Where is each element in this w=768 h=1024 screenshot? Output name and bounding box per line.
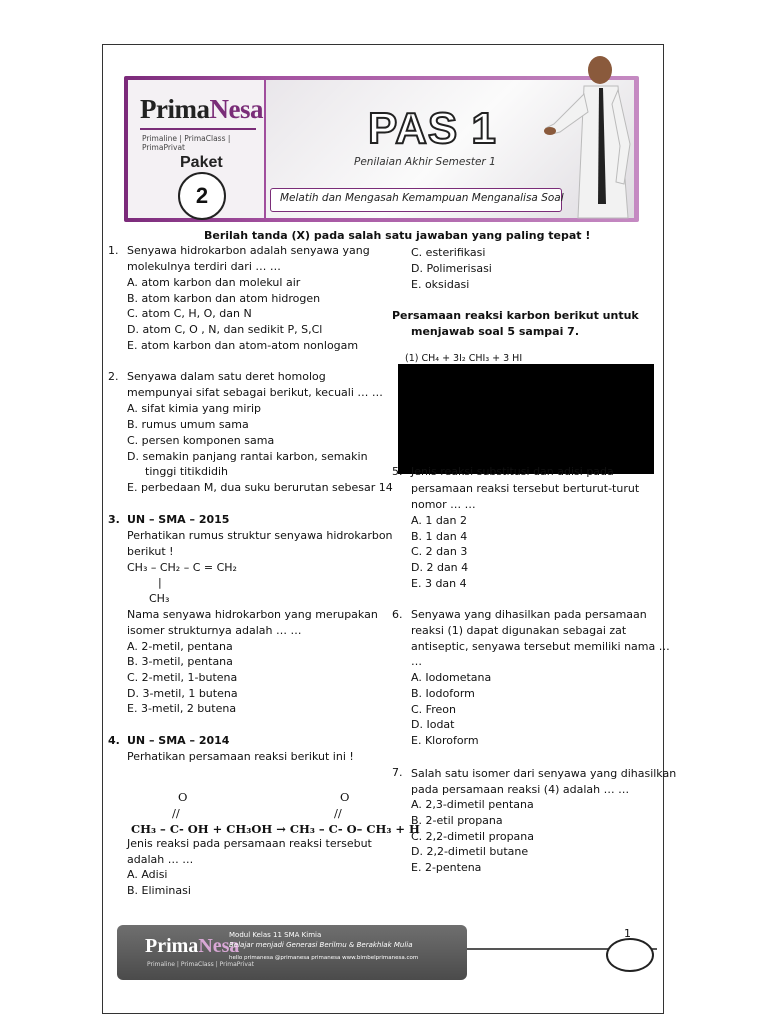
q4-text-line3: adalah … … xyxy=(127,853,194,866)
q3-formula-bond: | xyxy=(158,576,162,589)
q3-formula: CH₃ – CH₂ – C = CH₂ xyxy=(127,561,237,574)
redacted-reactions xyxy=(398,364,654,474)
section-intro-line1: Persamaan reaksi karbon berikut untuk xyxy=(392,309,639,322)
q4-option-c[interactable]: C. esterifikasi xyxy=(411,246,486,259)
instruction: Berilah tanda (X) pada salah satu jawaban yang paling tepat ! xyxy=(204,229,591,242)
q5-text-line3: nomor … … xyxy=(411,498,476,511)
paket-label: Paket xyxy=(180,154,223,171)
q3-option-a[interactable]: A. 2-metil, pentana xyxy=(127,640,233,653)
q1-option-d[interactable]: D. atom C, O , N, dan sedikit P, S,Cl xyxy=(127,323,323,336)
q1-text-line2: molekulnya terdiri dari … … xyxy=(127,260,281,273)
q7-option-a[interactable]: A. 2,3-dimetil pentana xyxy=(411,798,534,811)
q4-equation: CH₃ – C- OH + CH₃OH → CH₃ – C- O– CH₃ + H xyxy=(131,822,420,836)
q1-text-line1: Senyawa hidrokarbon adalah senyawa yang xyxy=(127,244,370,257)
q4-option-e[interactable]: E. oksidasi xyxy=(411,278,470,291)
q7-option-e[interactable]: E. 2-pentena xyxy=(411,861,482,874)
page-number-oval xyxy=(606,938,654,972)
q4-double-bond-1: // xyxy=(172,806,180,820)
q4-double-bond-2: // xyxy=(334,806,342,820)
q7-option-d[interactable]: D. 2,2-dimetil butane xyxy=(411,845,529,858)
page-number: 1 xyxy=(624,927,631,940)
q2-number: 2. xyxy=(108,370,119,383)
q3-option-e[interactable]: E. 3-metil, 2 butena xyxy=(127,702,237,715)
primanesa-logo: PrimaNesa xyxy=(140,94,263,124)
footer-banner xyxy=(117,925,467,980)
q3-text-line1: Perhatikan rumus struktur senyawa hidrokarbon xyxy=(127,529,393,542)
q5-option-e[interactable]: E. 3 dan 4 xyxy=(411,577,467,590)
q4-carbonyl-o2: O xyxy=(340,790,350,804)
footer-contacts: hello primanesa @primanesa primanesa www.bimbelprimanesa.com xyxy=(229,955,419,961)
q5-option-d[interactable]: D. 2 dan 4 xyxy=(411,561,469,574)
q5-text-line1: Jenis reaksi substitusi dan adisi pada xyxy=(411,465,614,478)
q2-text-line1: Senyawa dalam satu deret homolog xyxy=(127,370,326,383)
q6-option-e[interactable]: E. Kloroform xyxy=(411,734,479,747)
footer-tagline: Primaline | PrimaClass | PrimaPrivat xyxy=(147,961,255,968)
header-banner xyxy=(124,76,639,222)
q5-option-c[interactable]: C. 2 dan 3 xyxy=(411,545,468,558)
q3-text-line2: berikut ! xyxy=(127,545,174,558)
q3-text-line4: isomer strukturnya adalah … … xyxy=(127,624,302,637)
q6-option-a[interactable]: A. Iodometana xyxy=(411,671,492,684)
motto-text: Melatih dan Mengasah Kemampuan Menganalisa Soal xyxy=(280,192,564,204)
q2-option-d[interactable]: D. semakin panjang rantai karbon, semakin xyxy=(127,450,368,463)
q7-option-b[interactable]: B. 2-etil propana xyxy=(411,814,503,827)
q4-text-line2: Jenis reaksi pada persamaan reaksi tersebut xyxy=(127,837,372,850)
q3-text-line3: Nama senyawa hidrokarbon yang merupakan xyxy=(127,608,378,621)
q4-text-line1: Perhatikan persamaan reaksi berikut ini ! xyxy=(127,750,354,763)
q2-text-line2: mempunyai sifat sebagai berikut, kecuali … … xyxy=(127,386,383,399)
q6-text-line3: antiseptic, senyawa tersebut memiliki nama … xyxy=(411,640,670,653)
q6-option-d[interactable]: D. Iodat xyxy=(411,718,455,731)
q1-option-c[interactable]: C. atom C, H, O, dan N xyxy=(127,307,252,320)
q4-carbonyl-o1: O xyxy=(178,790,188,804)
q2-option-a[interactable]: A. sifat kimia yang mirip xyxy=(127,402,262,415)
banner-logo-panel xyxy=(128,80,264,218)
q3-source: UN – SMA – 2015 xyxy=(127,513,230,526)
logo-tagline: Primaline | PrimaClass | PrimaPrivat xyxy=(142,134,231,152)
exam-title: PAS 1 xyxy=(368,104,497,153)
q4-source: UN – SMA – 2014 xyxy=(127,734,230,747)
q5-text-line2: persamaan reaksi tersebut berturut-turut xyxy=(411,482,640,495)
q3-option-d[interactable]: D. 3-metil, 1 butena xyxy=(127,687,238,700)
q3-option-c[interactable]: C. 2-metil, 1-butena xyxy=(127,671,238,684)
q6-number: 6. xyxy=(392,608,403,621)
q2-option-b[interactable]: B. rumus umum sama xyxy=(127,418,249,431)
q6-text-line2: reaksi (1) dapat digunakan sebagai zat xyxy=(411,624,627,637)
q6-text-line4: … xyxy=(411,655,422,668)
q6-option-b[interactable]: B. Iodoform xyxy=(411,687,475,700)
q3-option-b[interactable]: B. 3-metil, pentana xyxy=(127,655,233,668)
q1-option-b[interactable]: B. atom karbon dan atom hidrogen xyxy=(127,292,321,305)
q3-formula-branch: CH₃ xyxy=(149,592,170,605)
q6-option-c[interactable]: C. Freon xyxy=(411,703,456,716)
q1-option-e[interactable]: E. atom karbon dan atom-atom nonlogam xyxy=(127,339,359,352)
q1-number: 1. xyxy=(108,244,119,257)
reaction-1: (1) CH₄ + 3I₂ CHI₃ + 3 HI xyxy=(405,353,523,364)
q7-text-line1: Salah satu isomer dari senyawa yang dihasilkan xyxy=(411,767,677,780)
q1-option-a[interactable]: A. atom karbon dan molekul air xyxy=(127,276,301,289)
q5-option-a[interactable]: A. 1 dan 2 xyxy=(411,514,468,527)
logo-underline xyxy=(140,128,256,130)
q4-option-a[interactable]: A. Adisi xyxy=(127,868,168,881)
q5-option-b[interactable]: B. 1 dan 4 xyxy=(411,530,468,543)
footer-logo: PrimaNesa xyxy=(145,935,240,957)
q6-text-line1: Senyawa yang dihasilkan pada persamaan xyxy=(411,608,647,621)
q4-number: 4. xyxy=(108,734,120,747)
paket-number: 2 xyxy=(178,172,226,220)
footer-module: Modul Kelas 11 SMA Kimia xyxy=(229,931,322,939)
q5-number: 5. xyxy=(392,465,403,478)
q2-option-c[interactable]: C. persen komponen sama xyxy=(127,434,275,447)
q3-number: 3. xyxy=(108,513,120,526)
section-intro-line2: menjawab soal 5 sampai 7. xyxy=(411,325,580,338)
teacher-illustration xyxy=(544,54,634,218)
q2-option-e[interactable]: E. perbedaan M, dua suku berurutan sebesar 14 xyxy=(127,481,393,494)
q4-option-b[interactable]: B. Eliminasi xyxy=(127,884,191,897)
q7-number: 7. xyxy=(392,766,403,779)
footer-slogan: Belajar menjadi Generasi Berilmu & Berakhlak Mulia xyxy=(229,941,413,949)
q7-option-c[interactable]: C. 2,2-dimetil propana xyxy=(411,830,535,843)
q2-option-d-cont: tinggi titikdidih xyxy=(145,465,229,478)
q4-option-d[interactable]: D. Polimerisasi xyxy=(411,262,492,275)
exam-subtitle: Penilaian Akhir Semester 1 xyxy=(354,156,496,168)
q7-text-line2: pada persamaan reaksi (4) adalah … … xyxy=(411,783,630,796)
